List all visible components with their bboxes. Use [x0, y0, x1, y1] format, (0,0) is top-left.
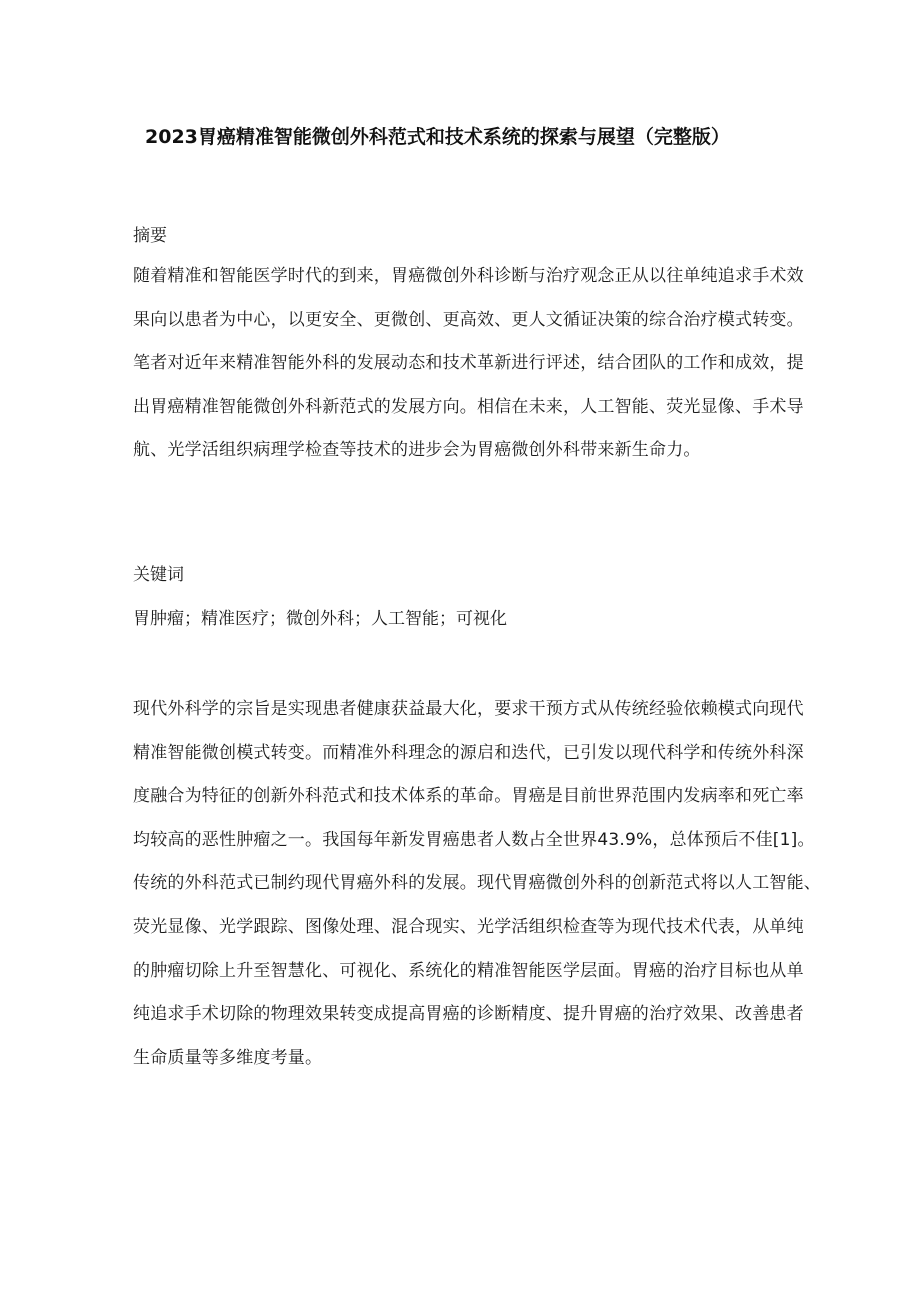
body-line: 传统的外科范式已制约现代胃癌外科的发展。现代胃癌微创外科的创新范式将以人工智能、 [133, 873, 821, 894]
body-line: 精准智能微创模式转变。而精准外科理念的源启和迭代，已引发以现代科学和传统外科深 [133, 742, 804, 763]
document-title: 2023胃癌精准智能微创外科范式和技术系统的探索与展望（完整版） [145, 126, 730, 148]
abstract-line: 航、光学活组织病理学检查等技术的进步会为胃癌微创外科带来新生命力。 [133, 440, 701, 461]
abstract-line: 随着精准和智能医学时代的到来，胃癌微创外科诊断与治疗观念正从以往单纯追求手术效 [133, 266, 804, 286]
abstract-line: 笔者对近年来精准智能外科的发展动态和技术革新进行评述，结合团队的工作和成效，提 [133, 353, 804, 374]
body-line: 生命质量等多维度考量。 [133, 1047, 323, 1068]
body-line: 纯追求手术切除的物理效果转变成提高胃癌的诊断精度、提升胃癌的治疗效果、改善患者 [133, 1004, 804, 1025]
body-line: 均较高的恶性肿瘤之一。我国每年新发胃癌患者人数占全世界43.9%，总体预后不佳[1]。 [133, 829, 815, 850]
body-line: 度融合为特征的创新外科范式和技术体系的革命。胃癌是目前世界范围内发病率和死亡率 [133, 786, 804, 807]
abstract-line: 出胃癌精准智能微创外科新范式的发展方向。相信在未来，人工智能、荧光显像、手术导 [133, 396, 804, 417]
abstract-paragraph [133, 255, 805, 473]
body-line: 的肿瘤切除上升至智慧化、可视化、系统化的精准智能医学层面。胃癌的治疗目标也从单 [133, 960, 804, 981]
abstract-heading: 摘要 [133, 226, 167, 246]
body-line: 现代外科学的宗旨是实现患者健康获益最大化，要求干预方式从传统经验依赖模式向现代 [133, 699, 804, 719]
body-paragraph [133, 688, 821, 1080]
keywords-heading: 关键词 [133, 565, 184, 585]
keywords-list: 胃肿瘤；精准医疗；微创外科；人工智能；可视化 [133, 609, 507, 629]
abstract-line: 果向以患者为中心，以更安全、更微创、更高效、更人文循证决策的综合治疗模式转变。 [133, 309, 804, 330]
body-line: 荧光显像、光学跟踪、图像处理、混合现实、光学活组织检查等为现代技术代表，从单纯 [133, 916, 804, 937]
